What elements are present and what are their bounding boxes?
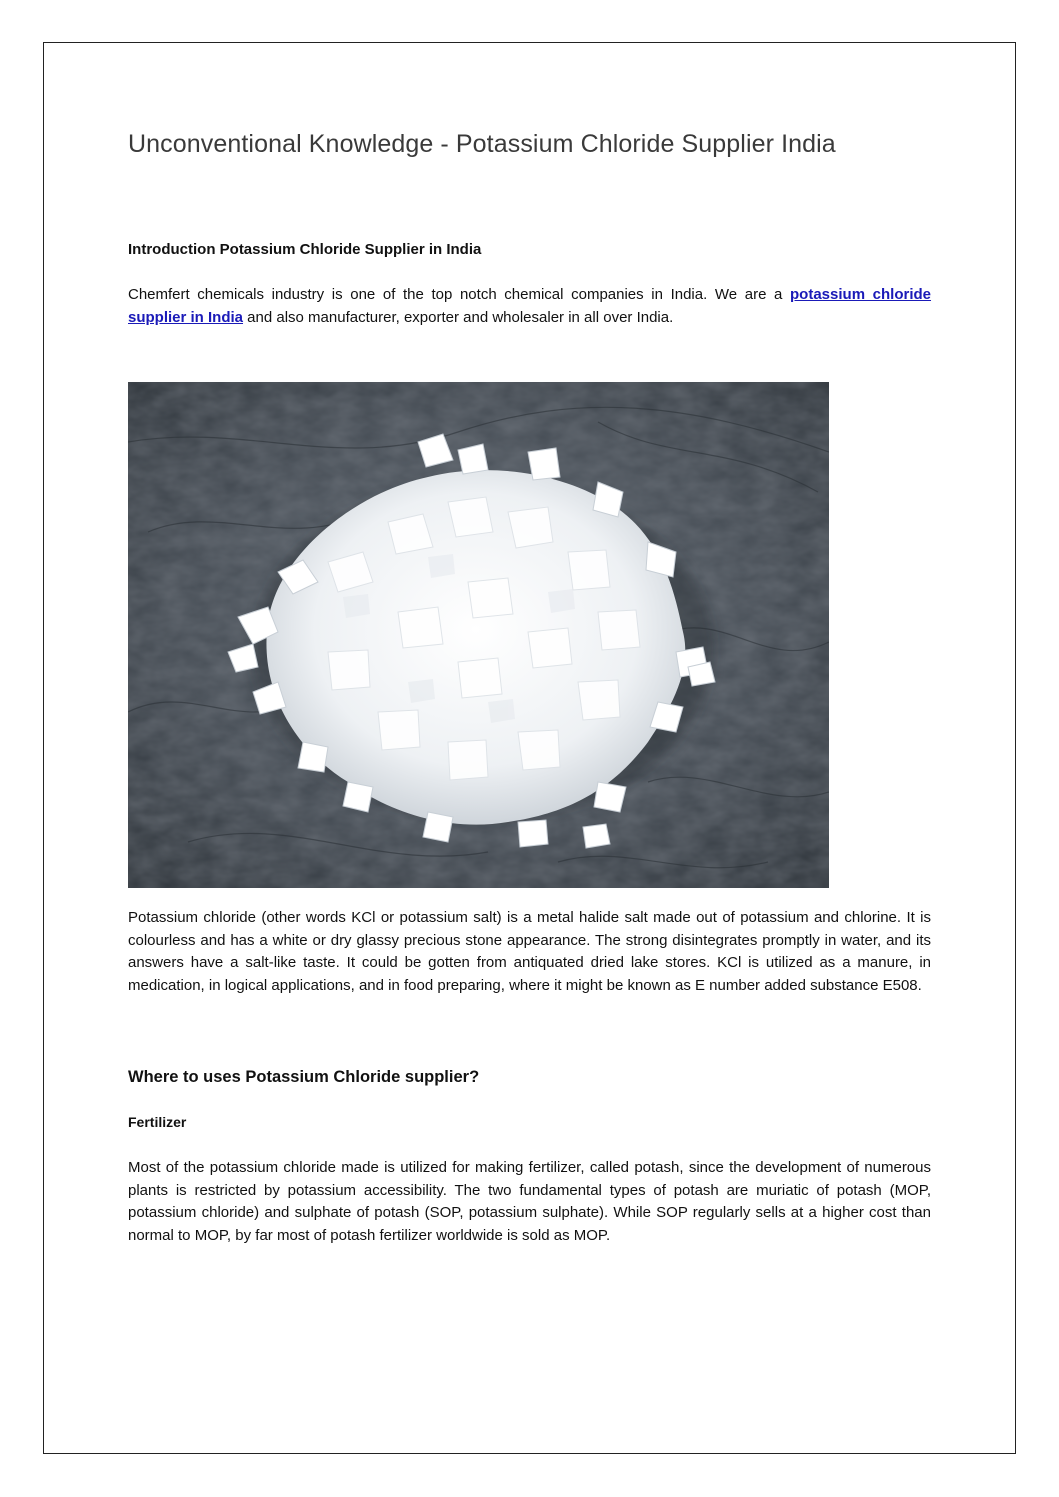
intro-text-before-link: Chemfert chemicals industry is one of the top notch chemical companies in India. We are a <box>128 286 791 303</box>
intro-heading: Introduction Potassium Chloride Supplier in India <box>128 241 482 258</box>
uses-heading: Where to uses Potassium Chloride supplier? <box>128 1068 480 1086</box>
fertilizer-paragraph: Most of the potassium chloride made is utilized for making fertilizer, called potash, since the development of numerous plants is restricted by potassium accessibility. The two fundamental types of potash are muriatic of potash (MOP, potassium chloride) and sulphate of potash (SOP, potassium sulphate). While SOP regularly sells at a higher cost than normal to MOP, by far most of potash fertilizer worldwide is sold as MOP. <box>128 1159 931 1244</box>
intro-paragraph <box>128 284 931 329</box>
intro-text-after-link: and also manufacturer, exporter and wholesaler in all over India. <box>243 308 674 326</box>
fertilizer-heading: Fertilizer <box>128 1114 187 1130</box>
potassium-chloride-crystals-photo <box>128 382 829 888</box>
kcl-description-paragraph: Potassium chloride (other words KCl or potassium salt) is a metal halide salt made out of potassium and chlorine. It is colourless and has a white or dry glassy precious stone appearance. The strong disintegrates promptly in water, and its answers have a salt-like taste. It could be gotten from antiquated dried lake stores. KCl is utilized as a manure, in medication, in logical applications, and in food preparing, where it might be known as E number added substance E508. <box>128 909 931 994</box>
document-title: Unconventional Knowledge - Potassium Chloride Supplier India <box>128 130 836 158</box>
supplier-link[interactable]: potassium chloride supplier in India <box>128 286 932 326</box>
